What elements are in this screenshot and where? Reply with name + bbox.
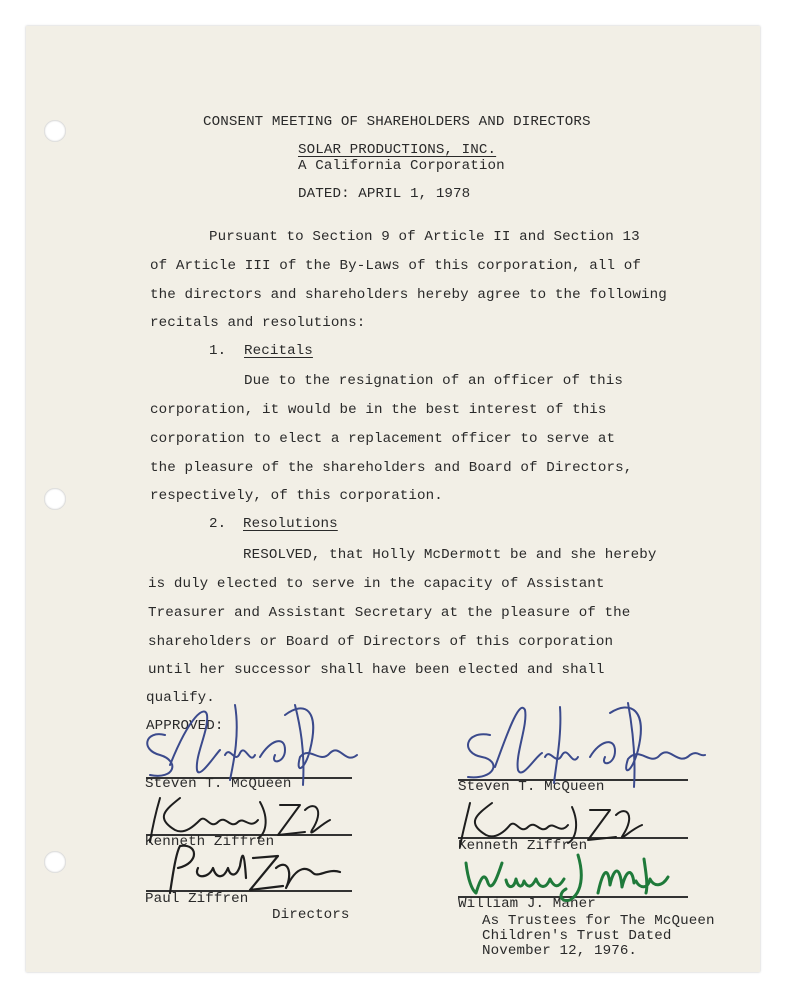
intro-line: Pursuant to Section 9 of Article II and Section 13 (209, 229, 640, 245)
section-title-resolutions: Resolutions (243, 516, 338, 532)
resolution-line: Treasurer and Assistant Secretary at the pleasure of the (148, 605, 631, 621)
signature-william-maher (458, 845, 678, 905)
recitals-line: corporation to elect a replacement officer to serve at (150, 431, 616, 447)
signer-name: Paul Ziffren (145, 891, 249, 907)
signer-name: Steven T. McQueen (458, 779, 605, 795)
intro-line: of Article III of the By-Laws of this corporation, all of (150, 258, 641, 274)
resolution-line: is duly elected to serve in the capacity of Assistant (148, 576, 605, 592)
signature-steven-mcqueen-right (450, 695, 710, 790)
signer-name: Kenneth Ziffren (458, 838, 588, 854)
recitals-line: Due to the resignation of an officer of this (244, 373, 624, 389)
intro-line: the directors and shareholders hereby agree to the following (150, 287, 667, 303)
signer-name: Steven T. McQueen (145, 776, 292, 792)
resolution-line: qualify. (146, 690, 215, 706)
trustee-caption-line: As Trustees for The McQueen (482, 913, 715, 929)
section-number: 1. (209, 343, 227, 359)
trustee-caption-line: Children's Trust Dated (482, 928, 672, 944)
resolution-line: until her successor shall have been elected and shall (148, 662, 605, 678)
directors-caption: Directors (272, 907, 350, 923)
document-date: DATED: APRIL 1, 1978 (298, 186, 471, 202)
signature-paul-ziffren (158, 838, 348, 898)
punch-hole (44, 488, 66, 510)
company-subtitle: A California Corporation (298, 158, 505, 174)
document-heading: CONSENT MEETING OF SHAREHOLDERS AND DIRECTORS (203, 114, 591, 130)
punch-hole (44, 120, 66, 142)
signature-steven-mcqueen-left (135, 695, 375, 790)
signature-kenneth-ziffren-right (448, 795, 648, 850)
recitals-line: corporation, it would be in the best interest of this (150, 402, 607, 418)
signer-name: William J. Maher (458, 896, 596, 912)
section-number: 2. (209, 516, 227, 532)
company-name: SOLAR PRODUCTIONS, INC. (298, 142, 497, 158)
trustee-caption-line: November 12, 1976. (482, 943, 638, 959)
section-title-recitals: Recitals (244, 343, 313, 359)
signature-kenneth-ziffren-left (140, 790, 340, 845)
approved-label: APPROVED: (146, 718, 224, 734)
punch-hole (44, 851, 66, 873)
recitals-line: respectively, of this corporation. (150, 488, 443, 504)
intro-line: recitals and resolutions: (150, 315, 366, 331)
signer-name: Kenneth Ziffren (145, 834, 275, 850)
resolution-line: shareholders or Board of Directors of this corporation (148, 634, 614, 650)
resolution-line: RESOLVED, that Holly McDermott be and she hereby (243, 547, 657, 563)
recitals-line: the pleasure of the shareholders and Board of Directors, (150, 460, 633, 476)
